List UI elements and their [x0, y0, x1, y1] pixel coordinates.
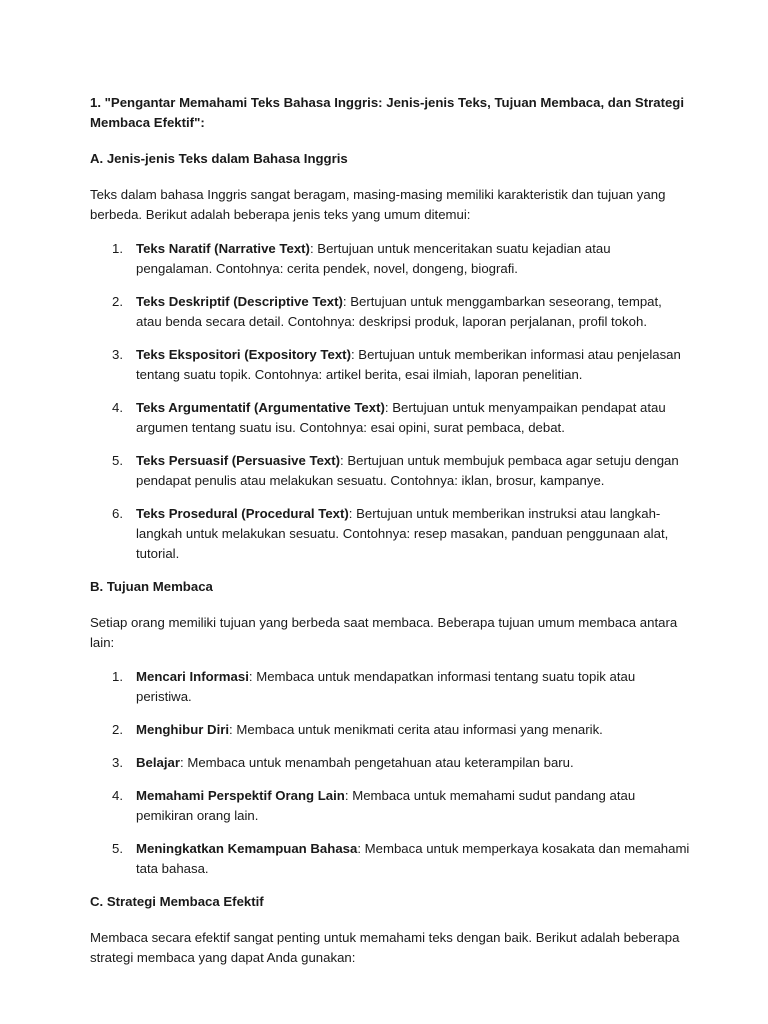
- list-item-description: : Membaca untuk menambah pengetahuan atau keterampilan baru.: [180, 755, 574, 770]
- list-item: [90, 753, 690, 773]
- list-item-term: Menghibur Diri: [136, 722, 230, 737]
- list-item-description: : Bertujuan untuk memberikan informasi atau penjelasan tentang suatu topik. Contohnya: artikel berita, esai ilmiah, laporan penelitian.: [136, 347, 681, 382]
- list-item-description: : Bertujuan untuk memberikan instruksi atau langkah-langkah untuk melakukan sesuatu. Contohnya: resep masakan, panduan penggunaan alat, tutorial.: [136, 506, 669, 561]
- list-item: [90, 292, 690, 332]
- list-item-term: Teks Deskriptif (Descriptive Text): [136, 294, 343, 309]
- list-item-term: Belajar: [136, 755, 180, 770]
- list-item: [90, 504, 690, 564]
- list-item-number: 6.: [112, 506, 123, 521]
- document-title: 1. "Pengantar Memahami Teks Bahasa Inggris: Jenis-jenis Teks, Tujuan Membaca, dan Strategi Membaca Efektif":: [90, 95, 685, 130]
- list-item: [90, 239, 690, 279]
- list-item: [90, 398, 690, 438]
- list-item-description: : Bertujuan untuk membujuk pembaca agar setuju dengan pendapat penulis atau melakukan sesuatu. Contohnya: iklan, brosur, kampanye.: [136, 453, 679, 488]
- section-c-intro: Membaca secara efektif sangat penting untuk memahami teks dengan baik. Berikut adalah beberapa strategi membaca yang dapat Anda gunakan:: [90, 930, 680, 965]
- list-item: [90, 720, 690, 740]
- list-item-description: : Bertujuan untuk menyampaikan pendapat atau argumen tentang suatu isu. Contohnya: esai opini, surat pembaca, debat.: [136, 400, 666, 435]
- list-item-term: Teks Argumentatif (Argumentative Text): [136, 400, 385, 415]
- list-item-term: Meningkatkan Kemampuan Bahasa: [136, 841, 358, 856]
- list-item: [90, 786, 690, 826]
- section-a-heading: A. Jenis-jenis Teks dalam Bahasa Inggris: [90, 151, 348, 166]
- list-item-term: Teks Prosedural (Procedural Text): [136, 506, 349, 521]
- list-item-term: Memahami Perspektif Orang Lain: [136, 788, 345, 803]
- list-item-term: Teks Naratif (Narrative Text): [136, 241, 310, 256]
- list-item-description: : Bertujuan untuk menggambarkan seseorang, tempat, atau benda secara detail. Contohnya: deskripsi produk, laporan perjalanan, profil tokoh.: [136, 294, 662, 329]
- list-item-number: 2.: [112, 722, 123, 737]
- list-item-term: Mencari Informasi: [136, 669, 249, 684]
- section-c-heading: C. Strategi Membaca Efektif: [90, 894, 264, 909]
- section-a-list: [90, 239, 690, 564]
- list-item-number: 4.: [112, 788, 123, 803]
- list-item-term: Teks Ekspositori (Expository Text): [136, 347, 351, 362]
- list-item-number: 3.: [112, 755, 123, 770]
- list-item-term: Teks Persuasif (Persuasive Text): [136, 453, 341, 468]
- list-item: [90, 667, 690, 707]
- list-item-number: 4.: [112, 400, 123, 415]
- list-item-description: : Membaca untuk memperkaya kosakata dan memahami tata bahasa.: [136, 841, 690, 876]
- list-item-description: : Bertujuan untuk menceritakan suatu kejadian atau pengalaman. Contohnya: cerita pendek, novel, dongeng, biografi.: [136, 241, 611, 276]
- list-item-description: : Membaca untuk memahami sudut pandang atau pemikiran orang lain.: [136, 788, 636, 823]
- list-item: [90, 839, 690, 879]
- list-item-number: 2.: [112, 294, 123, 309]
- list-item-description: : Membaca untuk mendapatkan informasi tentang suatu topik atau peristiwa.: [136, 669, 636, 704]
- list-item: [90, 451, 690, 491]
- section-b-intro: Setiap orang memiliki tujuan yang berbeda saat membaca. Beberapa tujuan umum membaca antara lain:: [90, 615, 678, 650]
- list-item-number: 1.: [112, 241, 123, 256]
- list-item-number: 1.: [112, 669, 123, 684]
- list-item: [90, 345, 690, 385]
- list-item-description: : Membaca untuk menikmati cerita atau informasi yang menarik.: [229, 722, 603, 737]
- list-item-number: 5.: [112, 453, 123, 468]
- list-item-number: 3.: [112, 347, 123, 362]
- document-page: [90, 93, 690, 982]
- section-b-heading: B. Tujuan Membaca: [90, 579, 213, 594]
- section-a-intro: Teks dalam bahasa Inggris sangat beragam, masing-masing memiliki karakteristik dan tujuan yang berbeda. Berikut adalah beberapa jenis teks yang umum ditemui:: [90, 187, 666, 222]
- section-b-list: [90, 667, 690, 879]
- list-item-number: 5.: [112, 841, 123, 856]
